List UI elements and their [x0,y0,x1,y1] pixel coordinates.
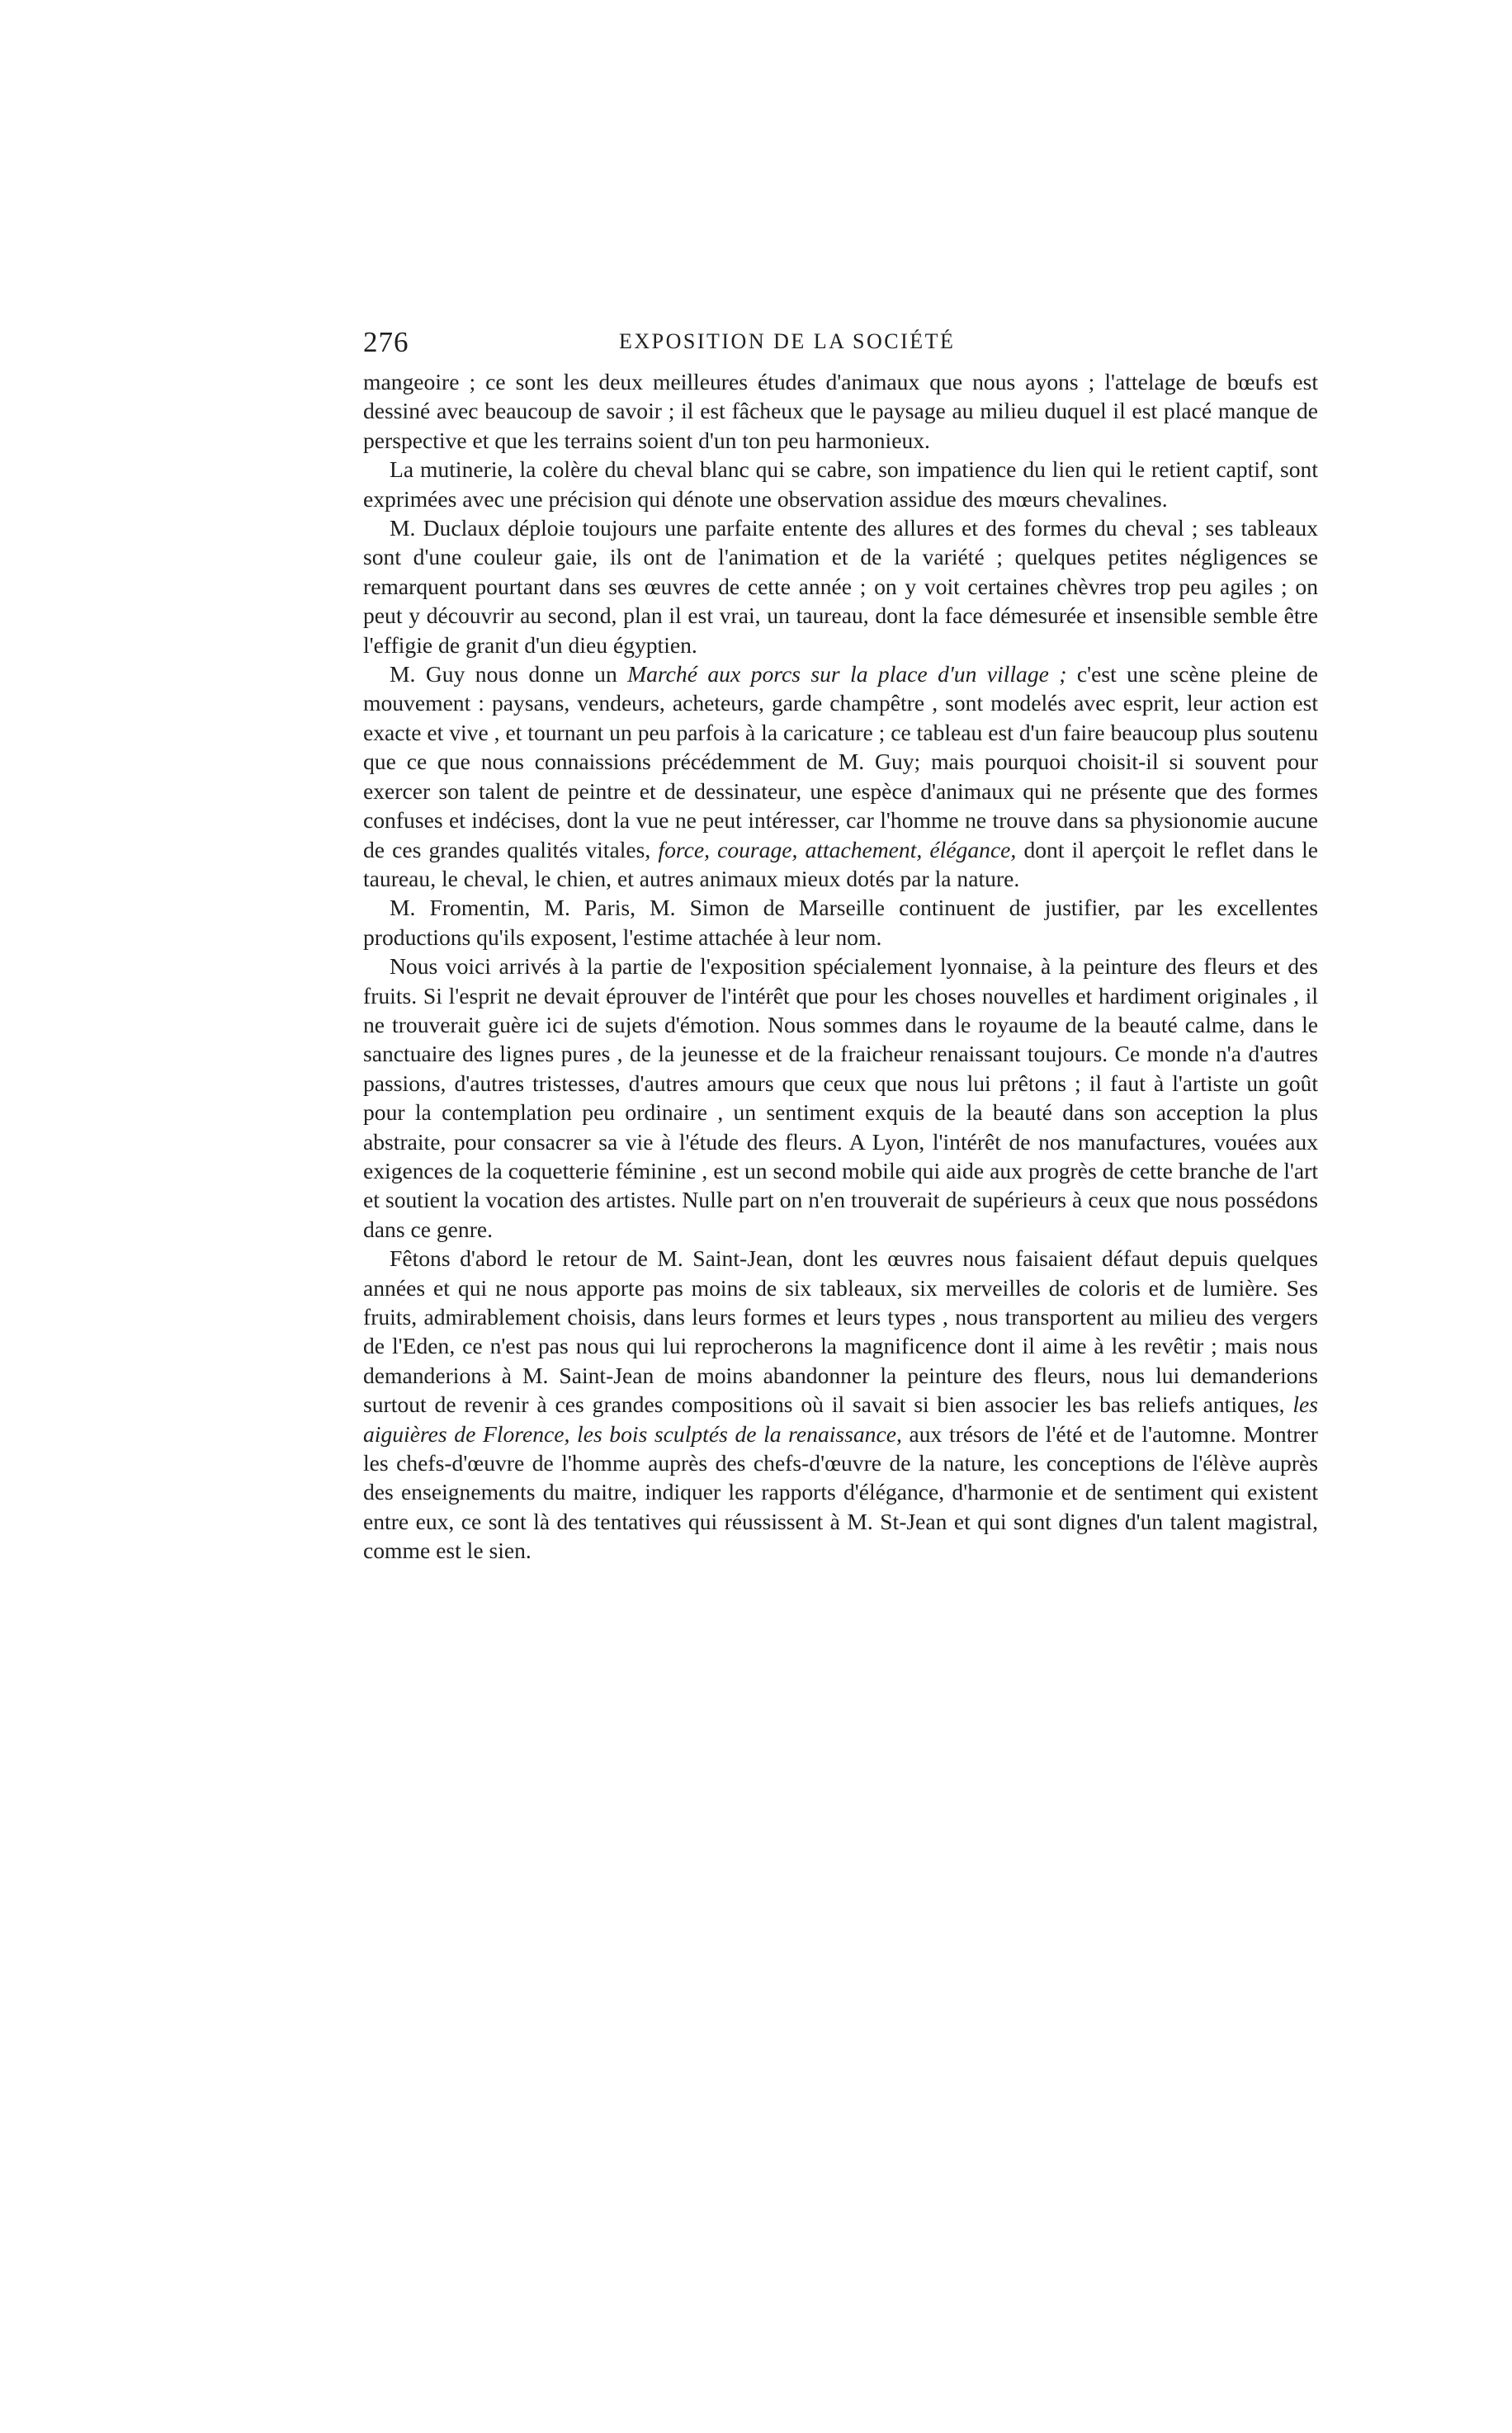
text-run: M. Guy nous donne un [390,661,628,687]
paragraph-5 [363,893,1318,952]
paragraph-4 [363,659,1318,893]
paragraph-2 [363,455,1318,513]
paragraph-1 [363,367,1318,455]
body-text [363,367,1318,1566]
text-run: M. Duclaux déploie toujours une parfaite entente des allures et des formes du cheval ; ses tableaux sont d'une couleur gaie, ils ont de l'animation et de la variété ; quelques petites négligences se remarquent pourtant dans ses œuvres de cette année ; on y voit certaines chèvres trop peu agiles ; on peut y découvrir au second, plan il est vrai, un taureau, dont la face démesurée et insensible semble être l'effigie de granit d'un dieu égyptien. [363,515,1318,658]
italic-text: les aiguières de Florence, les bois sculptés de la renaissance, [363,1391,1318,1447]
paragraph-7 [363,1244,1318,1565]
running-head: EXPOSITION DE LA SOCIÉTÉ [619,329,956,353]
text-run: c'est une scène pleine de mouvement : paysans, vendeurs, acheteurs, garde champêtre , sont modelés avec esprit, leur action est exacte et vive , et tournant un peu parfois à la caricature ; ce tableau est d'un faire beaucoup plus soutenu que ce que nous connaissions précédemment de M. Guy; mais pourquoi choisit-il si souvent pour exercer son talent de peintre et de dessinateur, une espèce d'animaux qui ne présente que des formes confuses et indécises, dont la vue ne peut intéresser, car l'homme ne trouve dans sa physionomie aucune de ces grandes qualités vitales, [363,661,1319,862]
text-run: M. Fromentin, M. Paris, M. Simon de Marseille continuent de justifier, par les excellentes productions qu'ils exposent, l'estime attachée à leur nom. [363,895,1318,950]
text-run: dont il aperçoit le reflet dans le taureau, le cheval, le chien, et autres animaux mieux dotés par la nature. [363,836,1318,891]
page-header [363,326,1318,367]
paragraph-3 [363,513,1318,659]
text-run: aux trésors de l'été et de l'automne. Montrer les chefs-d'œuvre de l'homme auprès des chefs-d'œuvre de la nature, les conceptions de l'élève auprès des enseignements du maitre, indiquer les rapports d'élégance, d'harmonie et de sentiment qui existent entre eux, ce sont là des tentatives qui réussissent à M. St-Jean et qui sont dignes d'un talent magistral, comme est le sien. [363,1420,1318,1564]
text-run: mangeoire ; ce sont les deux meilleures études d'animaux que nous ayons ; l'attelage de bœufs est dessiné avec beaucoup de savoir ; il est fâcheux que le paysage au milieu duquel il est placé manque de perspective et que les terrains soient d'un ton peu harmonieux. [363,369,1318,453]
book-page [363,326,1318,1566]
text-run: Fêtons d'abord le retour de M. Saint-Jean, dont les œuvres nous faisaient défaut depuis quelques années et qui ne nous apporte pas moins de six tableaux, six merveilles de coloris et de lumière. Ses fruits, admirablement choisis, dans leurs formes et leurs types , nous transportent au milieu des vergers de l'Eden, ce n'est pas nous qui lui reprocherons la magnificence dont il aime à les revêtir ; mais nous demanderions à M. Saint-Jean de moins abandonner la peinture des fleurs, nous lui demanderions surtout de revenir à ces grandes compositions où il savait si bien associer les bas reliefs antiques, [363,1245,1318,1418]
paragraph-6 [363,952,1318,1244]
page-number: 276 [363,326,409,358]
text-run: La mutinerie, la colère du cheval blanc qui se cabre, son impatience du lien qui le retient captif, sont exprimées avec une précision qui dénote une observation assidue des mœurs chevalines. [363,456,1318,512]
italic-text: force, courage, attachement, élégance, [658,836,1017,862]
text-run: Nous voici arrivés à la partie de l'exposition spécialement lyonnaise, à la peinture des fleurs et des fruits. Si l'esprit ne devait éprouver de l'intérêt que pour les choses nouvelles et hardiment originales , il ne trouverait guère ici de sujets d'émotion. Nous sommes dans le royaume de la beauté calme, dans le sanctuaire des lignes pures , de la jeunesse et de la fraicheur renaissant toujours. Ce monde n'a d'autres passions, d'autres tristesses, d'autres amours que ceux que nous lui prêtons ; il faut à l'artiste un goût pour la contemplation peu ordinaire , un sentiment exquis de la beauté dans son acception la plus abstraite, pour consacrer sa vie à l'étude des fleurs. A Lyon, l'intérêt de nos manufactures, vouées aux exigences de la coquetterie féminine , est un second mobile qui aide aux progrès de cette branche de l'art et soutient la vocation des artistes. Nulle part on n'en trouverait de supérieurs à ceux que nous possédons dans ce genre. [363,953,1318,1242]
italic-title: Marché aux porcs sur la place d'un village ; [627,661,1067,687]
